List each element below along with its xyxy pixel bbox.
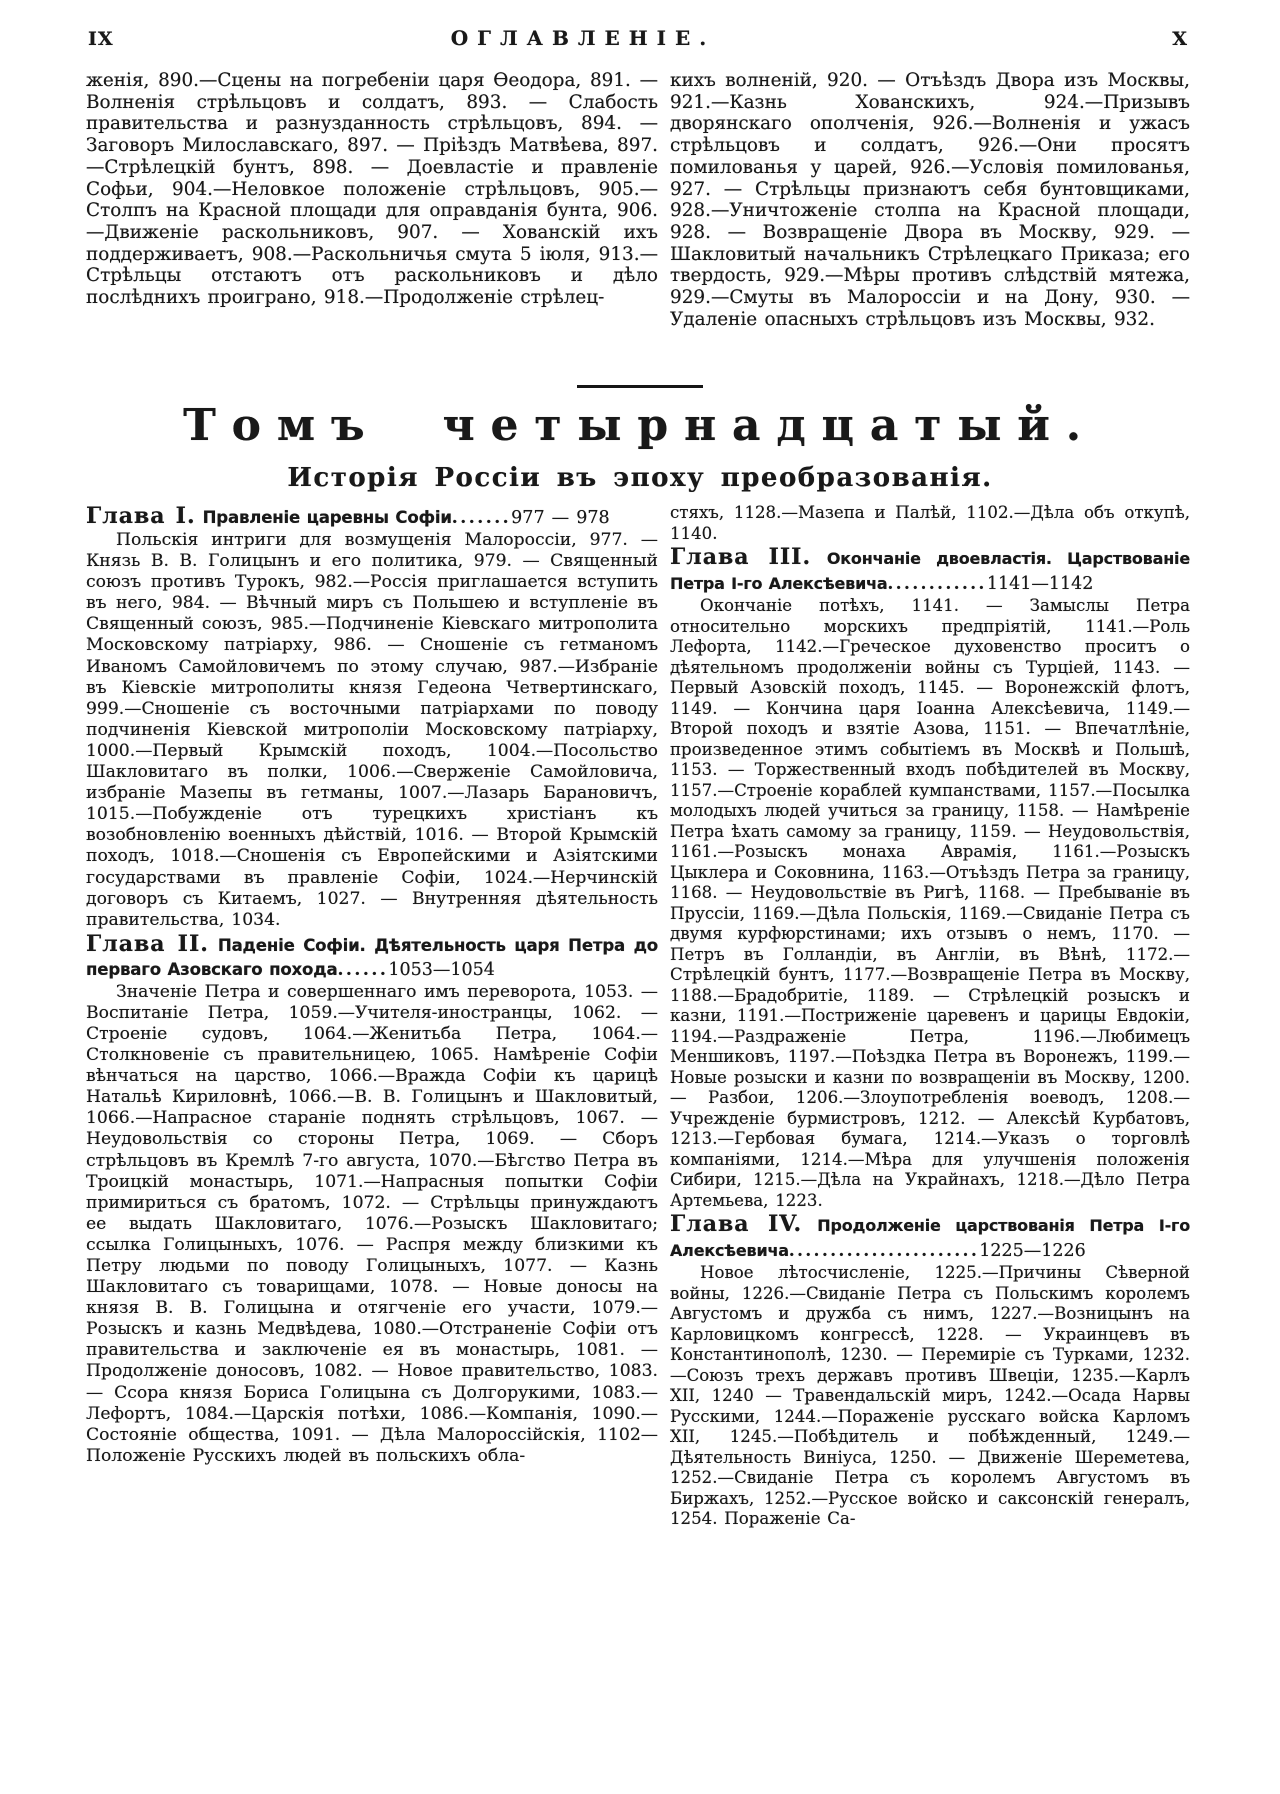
chapter-1-title: Правленіе царевны Софіи [202, 508, 452, 527]
chapter-2-heading [86, 932, 658, 982]
volume-subtitle: Исторія Россіи въ эпоху преобразованія. [287, 463, 993, 493]
chapter-3-heading [670, 545, 1190, 596]
chapter-3-title: Окончаніе двоевластія. Царствованіе Петра I-го Алексѣевича [670, 549, 1190, 593]
toc-right-column [670, 503, 1190, 1530]
page-number-left: IX [88, 28, 114, 50]
chapter-3-summary: Окончаніе потѣхъ, 1141. — Замыслы Петра относительно морскихъ предпріятій, 1141.—Роль Лефорта, 1142.—Греческое духовенство проситъ о дѣятельномъ продолженіи войны съ Турціей, 1143. — Первый Азовскій походъ, 1145. — Воронежскій флотъ, 1149. — Кончина царя Іоанна Алексѣевича, 1149.—Второй походъ и взятіе Азова, 1151. — Впечатлѣніе, произведенное этимъ событіемъ въ Москвѣ и Польшѣ, 1153. — Торжественный входъ побѣдителей въ Москву, 1157.—Строеніе кораблей кумпанствами, 1157.—Посылка молодыхъ людей учиться за границу, 1158. — Намѣреніе Петра ѣхать самому за границу, 1159. — Неудовольствія, 1161.—Розыскъ монаха Аврамія, 1161.—Розыскъ Цыклера и Соковнина, 1163.—Отъѣздъ Петра за границу, 1168. — Неудовольствіе въ Ригѣ, 1168. — Пребываніе въ Пруссіи, 1169.—Дѣла Польскія, 1169.—Свиданіе Петра съ двумя курфюрстинами; ихъ отзывъ о немъ, 1170. — Петръ въ Голландіи, въ Англіи, въ Вѣнѣ, 1172.—Стрѣлецкій бунтъ, 1177.—Возвращеніе Петра въ Москву, 1188.—Брадобритіе, 1189. — Стрѣлецкій розыскъ и казни, 1191.—Постриженіе царевенъ и царицы Евдокіи, 1194.—Раздраженіе Петра, 1196.—Любимецъ Меншиковъ, 1197.—Поѣздка Петра въ Воронежъ, 1199.—Новые розыски и казни по возвращеніи въ Москву, 1200. — Разбои, 1206.—Злоупотребленія воеводъ, 1208.—Учрежденіе бурмистровъ, 1212. — Алексѣй Курбатовъ, 1213.—Гербовая бумага, 1214.—Указъ о торговлѣ компаніями, 1214.—Мѣра для улучшенія положенія Сибири, 1215.—Дѣла на Украйнахъ, 1218.—Дѣло Петра Артемьева, 1223. [670, 596, 1190, 1210]
chapter-1-summary: Польскія интриги для возмущенія Малороссіи, 977. — Князь В. В. Голицынъ и его политика, 979. — Священный союзъ противъ Турокъ, 982.—Россія приглашается вступить въ него, 984. — Вѣчный миръ съ Польшею и вступленіе въ Священный союзъ, 985.—Подчиненіе Кіевскаго митрополита Московскому патріарху, 986. — Сношеніе съ гетманомъ Иваномъ Самойловичемъ по этому случаю, 987.—Избраніе въ Кіевскіе митрополиты князя Гедеона Четвертинскаго, 999.—Сношеніе съ восточными патріархами по поводу подчиненія Кіевской митрополіи Московскому патріарху, 1000.—Первый Крымскій походъ, 1004.—Посольство Шакловитаго въ полки, 1006.—Сверженіе Самойловича, избраніе Мазепы въ гетманы, 1007.—Лазарь Барановичъ, 1015.—Побужденіе отъ турецкихъ христіанъ къ возобновленію военныхъ дѣйствій, 1016. — Второй Крымскій походъ, 1018.—Сношенія съ Европейскими и Азіятскими государствами въ правленіе Софіи, 1024.—Нерчинскій договоръ съ Китаемъ, 1027. — Внутренняя дѣятельность правительства, 1034. [86, 530, 658, 930]
chapter-2-summary-continuation: стяхъ, 1128.—Мазепа и Палѣй, 1102.—Дѣла объ откупѣ, 1140. [670, 503, 1190, 543]
chapter-3-dot-leader: ............ [887, 573, 987, 593]
chapter-4-title: Продолженіе царствованія Петра I-го Алексѣевича [670, 1216, 1190, 1260]
chapter-1-heading [86, 504, 658, 530]
chapter-2-pages: 1053—1054 [388, 959, 495, 980]
chapter-1-pages: 977 — 978 [511, 508, 610, 528]
chapter-4-dot-leader: ....................... [788, 1240, 980, 1260]
page-number-right: X [1172, 28, 1188, 50]
running-title: ОГЛАВЛЕНІЕ. [450, 26, 716, 50]
chapter-2-dot-leader: ...... [337, 959, 389, 980]
carryover-section [86, 70, 1190, 330]
chapter-4-summary: Новое лѣтосчисленіе, 1225.—Причины Сѣверной войны, 1226.—Свиданіе Петра съ Польскимъ королемъ Августомъ и дружба съ нимъ, 1227.—Возницынъ на Карловицкомъ конгрессѣ, 1228. — Украинцевъ въ Константинополѣ, 1230. — Перемиріе съ Турками, 1232.—Союзъ трехъ державъ противъ Швеціи, 1235.—Карлъ XII, 1240 — Травендальскій миръ, 1242.—Осада Нарвы Русскими, 1244.—Пораженіе русскаго войска Карломъ XII, 1245.—Побѣдитель и побѣжденный, 1249.—Дѣятельность Виніуса, 1250. — Движеніе Шереметева, 1252.—Свиданіе Петра съ королемъ Августомъ въ Биржахъ, 1252.—Русское войско и саксонскій генералъ, 1254. Пораженіе Са- [670, 1263, 1190, 1528]
chapter-3-label: Глава III. [670, 544, 812, 570]
running-head [86, 26, 1190, 52]
chapter-2-label: Глава II. [86, 930, 209, 957]
toc-left-column [86, 503, 658, 1467]
chapter-1-dot-leader: ....... [451, 508, 512, 528]
chapter-4-label: Глава IV. [670, 1211, 803, 1237]
chapter-2-summary: Значеніе Петра и совершеннаго имъ переворота, 1053. — Воспитаніе Петра, 1059.—Учителя-иностранцы, 1062. — Строеніе судовъ, 1064.—Женитьба Петра, 1064.—Столкновеніе съ правительницею, 1065. Намѣреніе Софіи вѣнчаться на царство, 1066.—Вражда Софіи къ царицѣ Натальѣ Кириловнѣ, 1066.—В. В. Голицынъ и Шакловитый, 1066.—Напрасное стараніе поднять стрѣльцовъ, 1067. — Неудовольствія со стороны Петра, 1069. — Сборъ стрѣльцовъ въ Кремлѣ 7-го августа, 1070.—Бѣгство Петра въ Троицкій монастырь, 1071.—Напрасныя попытки Софіи примириться съ братомъ, 1072. — Стрѣльцы принуждаютъ ее выдать Шакловитаго, 1076.—Розыскъ Шакловитаго; ссылка Голицыныхъ, 1076. — Распря между близкими къ Петру людьми по поводу Голицыныхъ, 1077. — Казнь Шакловитаго съ товарищами, 1078. — Новые доносы на князя В. В. Голицына и отягченіе его участи, 1079.—Розыскъ и казнь Медвѣдева, 1080.—Отстраненіе Софіи отъ правительства и заключеніе ея въ монастырь, 1081. — Продолженіе доносовъ, 1082. — Новое правительство, 1083. — Ссора князя Бориса Голицына съ Долгорукими, 1083.—Лефортъ, 1084.—Царскія потѣхи, 1086.—Компанія, 1090.—Состояніе общества, 1091. — Дѣла Малороссійскія, 1102—Положеніе Русскихъ людей въ польскихъ обла- [86, 981, 658, 1466]
carryover-paragraph-right: кихъ волненій, 920. — Отъѣздъ Двора изъ Москвы, 921.—Казнь Хованскихъ, 924.—Призывъ дворянскаго ополченія, 926.—Волненія и ужасъ стрѣльцовъ и солдатъ, 926.—Они просятъ помилованья у царей, 926.—Условія помилованья, 927. — Стрѣльцы признаютъ себя бунтовщиками, 928.—Уничтоженіе столпа на Красной площади, 928. — Возвращеніе Двора въ Москву, 929. — Шакловитый начальникъ Стрѣлецкаго Приказа; его твердость, 929.—Мѣры противъ слѣдствій мятежа, 929.—Смуты въ Малороссіи и на Дону, 930. — Удаленіе опасныхъ стрѣльцовъ изъ Москвы, 932. [670, 70, 1190, 330]
volume-title: Томъ четырнадцатый. [183, 400, 1097, 451]
chapter-4-heading [670, 1212, 1190, 1263]
carryover-paragraph-left: женія, 890.—Сцены на погребеніи царя Ѳеодора, 891. — Волненія стрѣльцовъ и солдатъ, 893. — Слабость правительства и разнузданность стрѣльцовъ, 894. — Заговоръ Милославскаго, 897. — Пріѣздъ Матвѣева, 897.—Стрѣлецкій бунтъ, 898. — Доевластіе и правленіе Софьи, 904.—Неловкое положеніе стрѣльцовъ, 905.—Столпъ на Красной площади для оправданія бунта, 906.—Движеніе раскольниковъ, 907. — Хованскій ихъ поддерживаетъ, 908.—Раскольничья смута 5 іюля, 913.—Стрѣльцы отстаютъ отъ раскольниковъ и дѣло послѣднихъ проиграно, 918.—Продолженіе стрѣлец- [86, 70, 658, 309]
toc-section [86, 503, 1190, 1530]
chapter-4-pages: 1225—1226 [979, 1241, 1086, 1261]
section-divider-rule [577, 385, 703, 388]
chapter-2-title: Паденіе Софіи. Дѣятельность царя Петра до перваго Азовскаго похода [86, 935, 658, 979]
chapter-1-label: Глава I. [86, 503, 196, 529]
chapter-3-pages: 1141—1142 [986, 574, 1094, 594]
